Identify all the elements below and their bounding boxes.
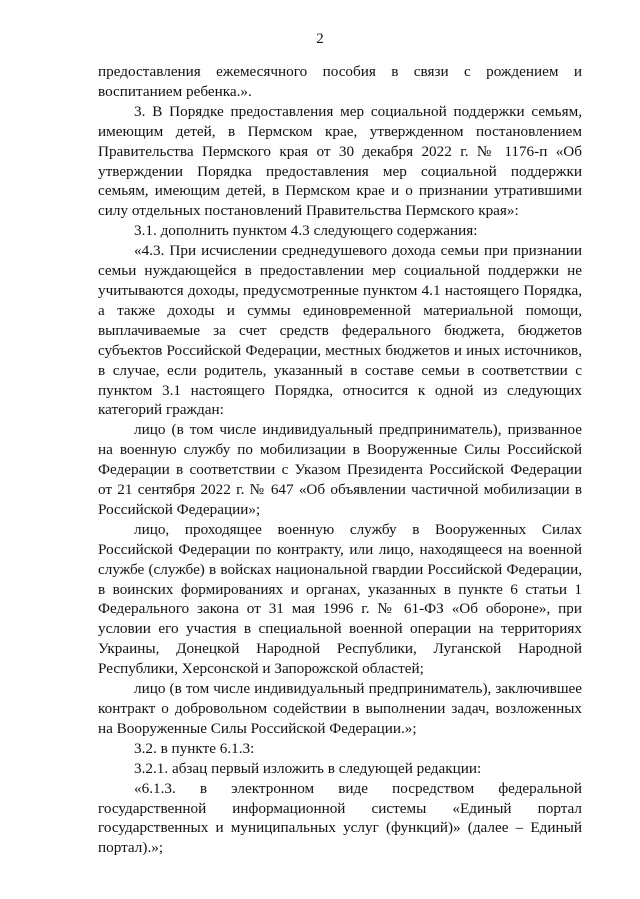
page-number: 2 [316,31,324,47]
paragraph-item-4-3: «4.3. При исчислении среднедушевого дохода семьи при признании семьи нуждающейся в предоставлении мер социальной поддержки не учитываются доходы, предусмотренные пунктом 4.1 настоящего Порядка, а также доходы и суммы единовременной материальной помощи, выплачиваемые за счет средств федерального бюджета, бюджетов субъектов Российской Федерации, местных бюджетов и иных источников, в случае, если родитель, указанный в составе семьи в соответствии с пунктом 3.1 настоящего Порядка, относится к одной из следующих категорий граждан: [98,242,582,419]
paragraph-contract-serviceman: лицо, проходящее военную службу в Вооруженных Силах Российской Федерации по контракту, или лицо, находящееся на военной службе (службе) в войсках национальной гвардии Российской Федерации, в воинских формированиях и органах, указанных в пункте 6 статьи 1 Федерального закона от 31 мая 1996 г. № 61-ФЗ «Об обороне», при условии его участия в специальной военной операции на территориях Украины, Донецкой Народной Республики, Луганской Народной Республики, Херсонской и Запорожской областей; [98,520,582,678]
paragraph-item-3-1: 3.1. дополнить пунктом 4.3 следующего содержания: [134,222,478,240]
document-body [98,62,582,858]
paragraph-item-3-2-1: 3.2.1. абзац первый изложить в следующей редакции: [134,759,482,777]
paragraph-item-3-2: 3.2. в пункте 6.1.3: [134,739,255,757]
paragraph-mobilized-person: лицо (в том числе индивидуальный предприниматель), призванное на военную службу по мобилизации в Вооруженные Силы Российской Федерации в соответствии с Указом Президента Российской Федерации от 21 сентября 2022 г. № 647 «Об объявлении частичной мобилизации в Российской Федерации»; [98,421,582,518]
paragraph-volunteer-contract: лицо (в том числе индивидуальный предприниматель), заключившее контракт о добровольном содействии в выполнении задач, возложенных на Вооруженные Силы Российской Федерации.»; [98,680,582,737]
paragraph-pension-ending: предоставления ежемесячного пособия в связи с рождением и воспитанием ребенка.». [98,63,582,100]
paragraph-item-3: 3. В Порядке предоставления мер социальной поддержки семьям, имеющим детей, в Пермском крае, утвержденном постановлением Правительства Пермского края от 30 декабря 2022 г. № 1176-п «Об утверждении Порядка предоставления мер социальной поддержки семьям, имеющим детей, в Пермском крае и о признании утратившими силу отдельных постановлений Правительства Пермского края»: [98,102,582,220]
paragraph-item-6-1-3: «6.1.3. в электронном виде посредством федеральной государственной информационной системы «Единый портал государственных и муниципальных услуг (функций)» (далее – Единый портал).»; [98,779,582,857]
